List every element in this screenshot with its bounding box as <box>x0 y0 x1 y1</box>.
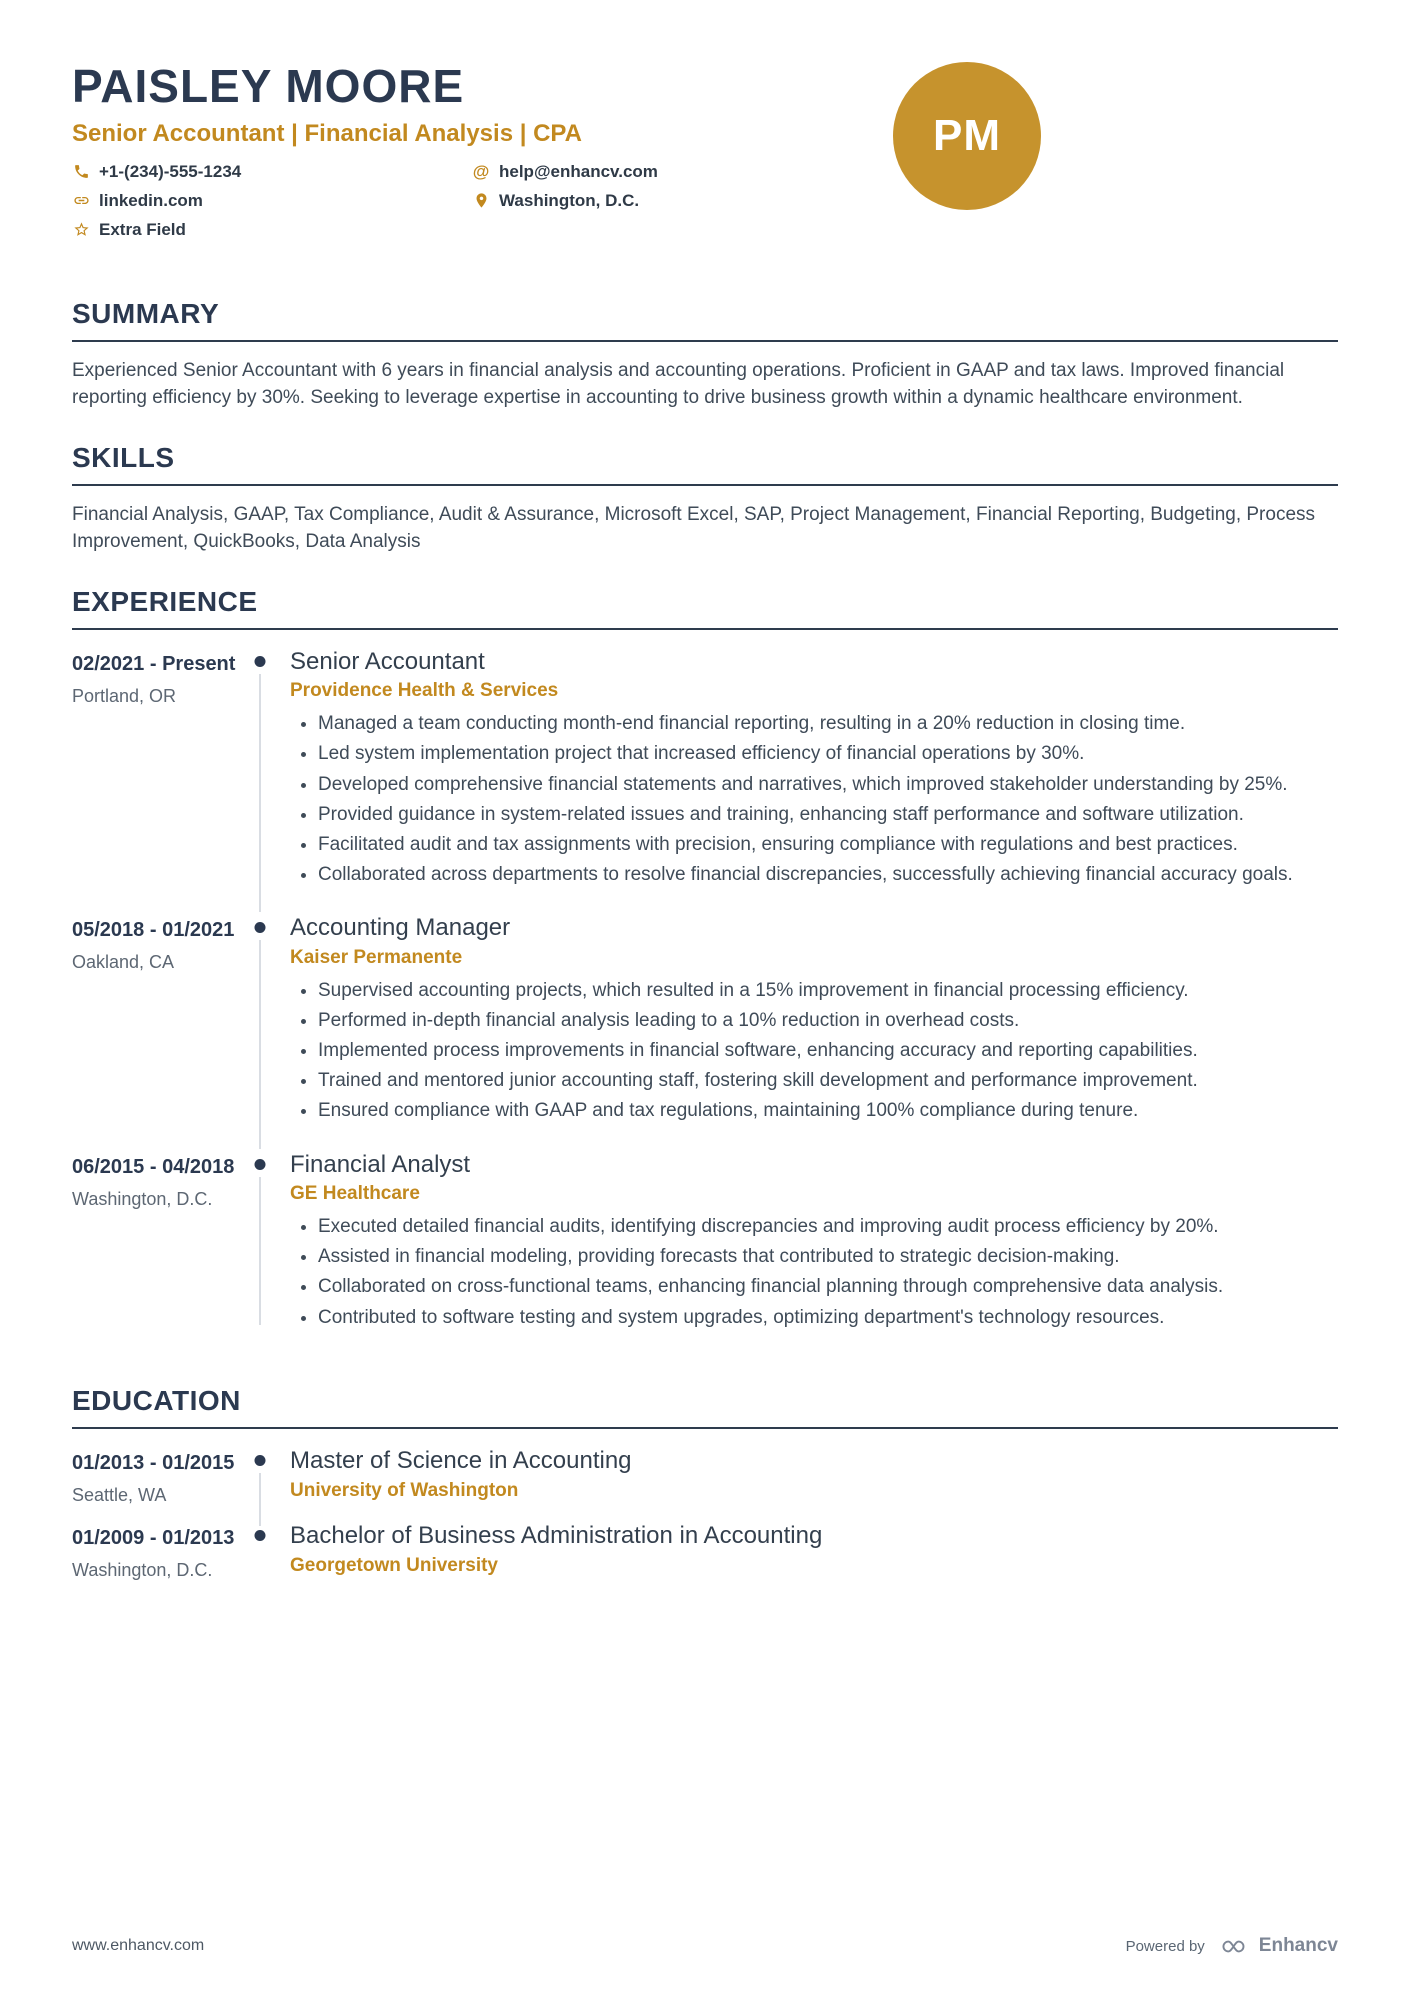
powered-by-label: Powered by <box>1125 1937 1205 1955</box>
company-name: GE Healthcare <box>290 1182 420 1204</box>
entry-dates: 05/2018 - 01/2021 <box>72 919 235 942</box>
entry-location: Portland, OR <box>72 685 177 706</box>
bullet-item: • Executed detailed financial audits, identifying discrepancies and improving audit process efficiency by 20%. <box>318 1214 1338 1240</box>
bullet-item: • Collaborated across departments to resolve financial discrepancies, successfully achieving financial accuracy goals. <box>318 862 1338 888</box>
contact-phone-text: +1-(234)-555-1234 <box>99 161 242 181</box>
avatar <box>893 62 1041 210</box>
link-icon <box>72 192 90 210</box>
contact-email[interactable] <box>472 162 932 182</box>
bullet-list <box>290 1214 1338 1331</box>
footer-website[interactable]: www.enhancv.com <box>72 1937 205 1954</box>
degree-title: Bachelor of Business Administration in Accounting <box>290 1521 823 1549</box>
bullet-item: • Trained and mentored junior accounting staff, fostering skill development and performance improvement. <box>318 1068 1338 1094</box>
timeline <box>242 912 278 1128</box>
timeline-dot <box>255 1455 266 1466</box>
timeline-dot <box>255 656 266 667</box>
timeline-dot <box>255 922 266 933</box>
job-title: Senior Accountant <box>290 647 485 675</box>
bullet-item: • Assisted in financial modeling, providing forecasts that contributed to strategic decision-making. <box>318 1244 1338 1270</box>
contact-extra-field <box>72 220 472 240</box>
bullet-item: • Managed a team conducting month-end financial reporting, resulting in a 20% reduction in closing time. <box>318 711 1338 737</box>
bullet-item: • Developed comprehensive financial statements and narratives, which improved stakeholder understanding by 25%. <box>318 772 1338 798</box>
contact-linkedin[interactable] <box>72 191 472 211</box>
entry-body <box>278 1149 1338 1335</box>
education-entry <box>72 1520 1338 1581</box>
bullet-item: • Contributed to software testing and system upgrades, optimizing department's technology resources. <box>318 1305 1338 1331</box>
entry-dates: 01/2009 - 01/2013 <box>72 1526 235 1549</box>
experience-entry <box>72 912 1338 1128</box>
entry-location: Seattle, WA <box>72 1484 167 1505</box>
star-icon <box>72 221 90 239</box>
experience-entry <box>72 646 1338 893</box>
page-footer <box>72 1895 1338 1957</box>
timeline <box>242 646 278 893</box>
contact-extra-text: Extra Field <box>99 219 186 239</box>
section-experience <box>72 586 1338 1355</box>
entry-location: Washington, D.C. <box>72 1188 213 1209</box>
contact-email-text: help@enhancv.com <box>499 161 658 181</box>
section-summary <box>72 298 1338 412</box>
entry-body <box>278 912 1338 1128</box>
bullet-item: • Implemented process improvements in financial software, enhancing accuracy and reporting capabilities. <box>318 1038 1338 1064</box>
timeline <box>242 1445 278 1506</box>
entry-body <box>278 646 1338 893</box>
entry-meta <box>72 1520 242 1581</box>
bullet-item: • Facilitated audit and tax assignments with precision, ensuring compliance with regulations and best practices. <box>318 832 1338 858</box>
bullet-list <box>290 711 1338 888</box>
entry-body <box>278 1520 1338 1581</box>
job-title: Accounting Manager <box>290 914 511 942</box>
contact-phone <box>72 162 472 182</box>
timeline <box>242 1520 278 1581</box>
candidate-name: PAISLEY MOORE <box>72 60 465 112</box>
company-name: Providence Health & Services <box>290 680 559 702</box>
bullet-item: • Provided guidance in system-related issues and training, enhancing staff performance and software utilization. <box>318 802 1338 828</box>
entry-dates: 06/2015 - 04/2018 <box>72 1155 235 1178</box>
email-icon: @ <box>472 162 490 182</box>
job-title: Financial Analyst <box>290 1150 471 1178</box>
entry-meta <box>72 1445 242 1506</box>
section-education <box>72 1385 1338 1595</box>
skills-heading: SKILLS <box>72 442 1338 486</box>
experience-entry <box>72 1149 1338 1335</box>
entry-body <box>278 1445 1338 1506</box>
education-entry <box>72 1445 1338 1506</box>
entry-meta <box>72 1149 242 1335</box>
entry-location: Washington, D.C. <box>72 1559 213 1580</box>
brand-name: Enhancv <box>1258 1935 1338 1956</box>
degree-title: Master of Science in Accounting <box>290 1446 632 1474</box>
contact-linkedin-text: linkedin.com <box>99 190 203 210</box>
experience-heading: EXPERIENCE <box>72 586 1338 630</box>
section-skills <box>72 442 1338 556</box>
footer-brand[interactable] <box>1126 1935 1338 1957</box>
timeline-dot <box>255 1530 266 1541</box>
entry-location: Oakland, CA <box>72 952 175 973</box>
avatar-initials: PM <box>933 111 1001 160</box>
bullet-item: • Ensured compliance with GAAP and tax regulations, maintaining 100% compliance during tenure. <box>318 1098 1338 1124</box>
contact-list <box>72 162 932 240</box>
school-name: Georgetown University <box>290 1554 498 1576</box>
phone-icon <box>72 163 90 181</box>
contact-location <box>472 191 932 211</box>
school-name: University of Washington <box>290 1479 519 1501</box>
location-icon <box>472 192 490 210</box>
summary-heading: SUMMARY <box>72 298 1338 342</box>
company-name: Kaiser Permanente <box>290 946 463 968</box>
resume-header <box>72 62 1338 272</box>
summary-text: Experienced Senior Accountant with 6 years in financial analysis and accounting operations. Proficient in GAAP and tax laws. Improved financial reporting efficiency by 30%. Seeking to leverage expertise in accounting to drive business growth within a dynamic healthcare environment. <box>72 360 1285 408</box>
candidate-headline: Senior Accountant | Financial Analysis | CPA <box>72 119 582 147</box>
entry-meta <box>72 912 242 1128</box>
bullet-item: • Led system implementation project that increased efficiency of financial operations by 30%. <box>318 741 1338 767</box>
skills-text: Financial Analysis, GAAP, Tax Compliance, Audit & Assurance, Microsoft Excel, SAP, Project Management, Financial Reporting, Budgeting, Process Improvement, QuickBooks, Data Analysis <box>72 503 1316 552</box>
contact-location-text: Washington, D.C. <box>499 190 640 210</box>
bullet-item: • Supervised accounting projects, which resulted in a 15% improvement in financial processing efficiency. <box>318 978 1338 1004</box>
timeline <box>242 1149 278 1335</box>
timeline-dot <box>255 1159 266 1170</box>
entry-dates: 02/2021 - Present <box>72 652 236 675</box>
bullet-item: • Performed in-depth financial analysis leading to a 10% reduction in overhead costs. <box>318 1008 1338 1034</box>
enhancv-logo-icon <box>1219 1937 1249 1956</box>
entry-dates: 01/2013 - 01/2015 <box>72 1451 235 1474</box>
entry-meta <box>72 646 242 893</box>
education-heading: EDUCATION <box>72 1385 1338 1429</box>
bullet-list <box>290 978 1338 1125</box>
bullet-item: • Collaborated on cross-functional teams, enhancing financial planning through comprehensive data analysis. <box>318 1274 1338 1300</box>
